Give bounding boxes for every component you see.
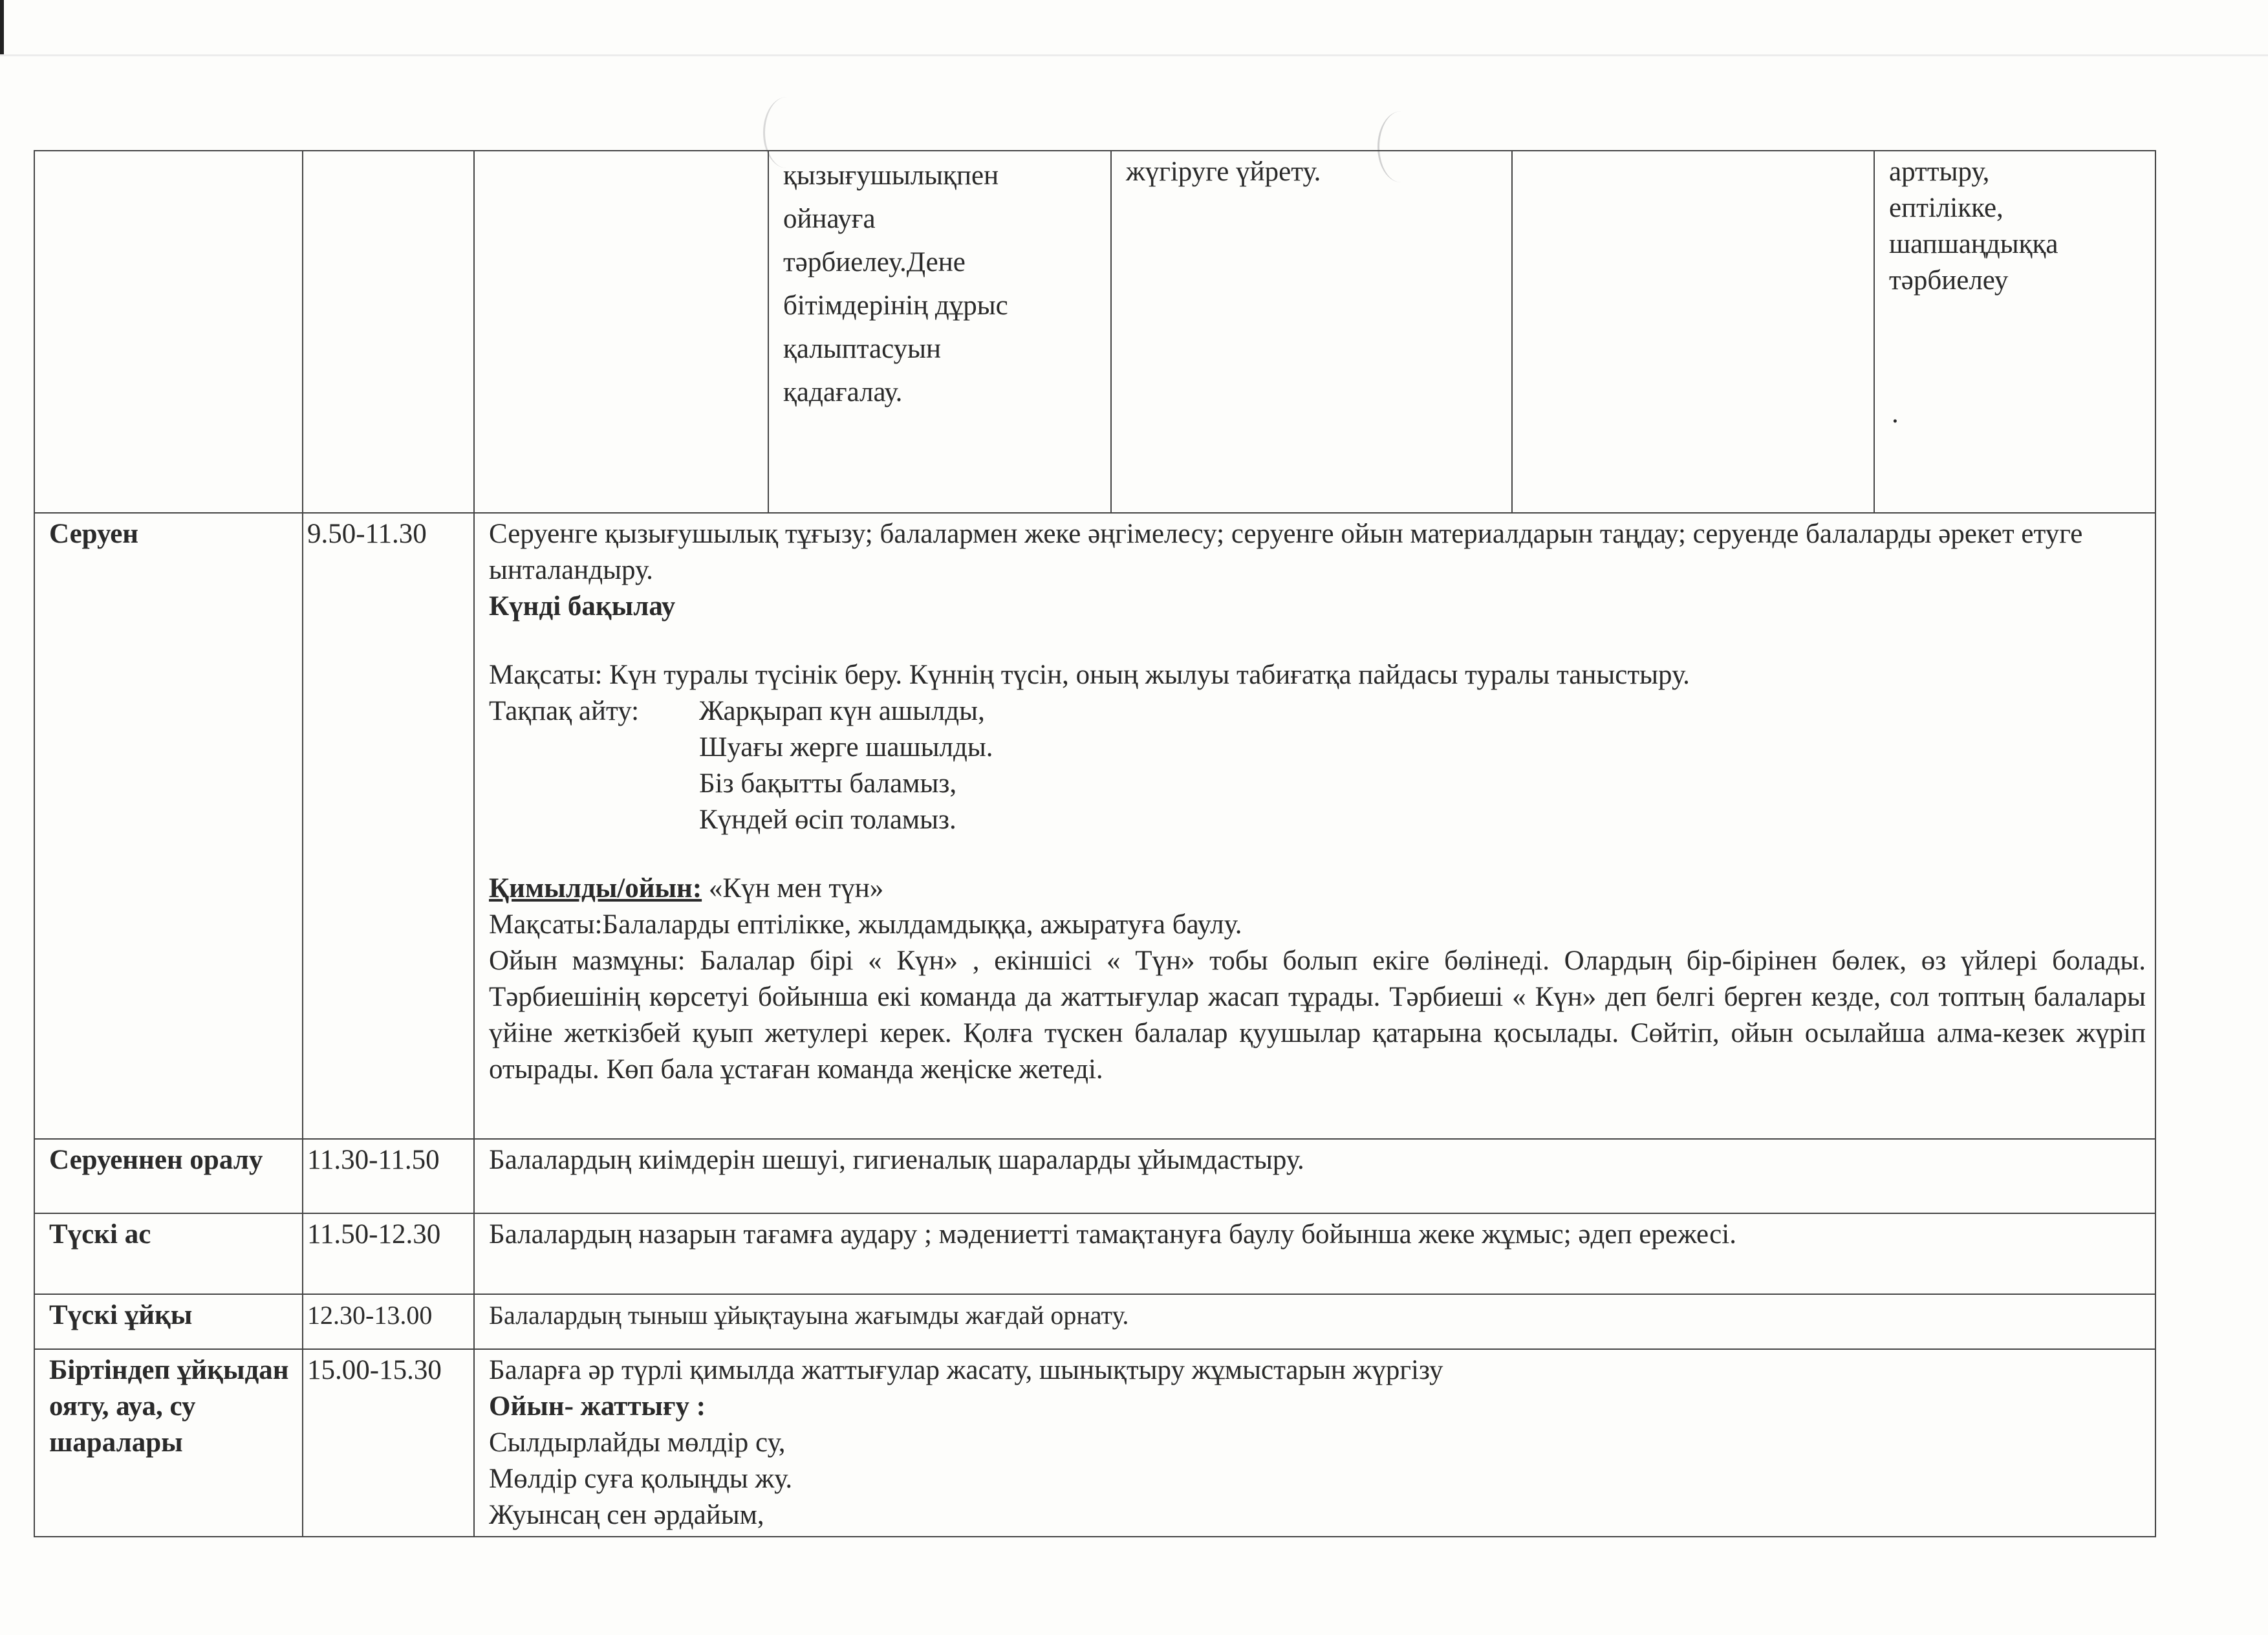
poem-line: Біз бақытты баламыз, (699, 768, 957, 799)
activity-description: Балалардың киімдерін шешуі, гигиеналық шараларды ұйымдастыру. (474, 1139, 2155, 1213)
continuation-cell-col4 (768, 151, 1111, 513)
stray-dot: . (1892, 398, 1899, 429)
wake-game-label: Ойын- жаттығу : (489, 1391, 706, 1422)
text-line: ойнауға (783, 204, 876, 234)
activity-description (474, 513, 2155, 1139)
continuation-cell-col5 (1111, 151, 1512, 513)
empty-cell (34, 151, 303, 513)
poem-first-line (489, 693, 2146, 730)
schedule-table (34, 150, 2156, 1537)
activity-time: 12.30-13.00 (303, 1294, 474, 1349)
wake-intro: Баларға әр түрлі қимылда жаттығулар жасату, шынықтыру жұмыстарын жүргізу (489, 1355, 1443, 1385)
activity-time: 11.30-11.50 (303, 1139, 474, 1213)
text-line: қызығушылықпен (783, 160, 999, 191)
activity-name: Түскі ас (34, 1213, 303, 1294)
activity-name: Түскі ұйқы (34, 1294, 303, 1349)
row-return (34, 1139, 2155, 1213)
text-line: бітімдерінің дұрыс (783, 290, 1008, 321)
text-line: ептілікке, (1889, 193, 2003, 223)
empty-cell (303, 151, 474, 513)
game-aim: Мақсаты:Балаларды ептілікке, жылдамдыққа, ажыратуға баулу. (489, 909, 1242, 940)
row-sleep (34, 1294, 2155, 1349)
poem-line: Шуағы жерге шашылды. (699, 732, 993, 763)
rhyme-line: Сылдырлайды мөлдір су, (489, 1427, 786, 1458)
intro-text: Серуенге қызығушылық тұғызу; балалармен жеке әңгімелесу; серуенге ойын материалдарын таңдау; серуенде балаларды әрекет етуге ынталандыру. (489, 519, 2083, 585)
activity-name: Серуен (34, 513, 303, 1139)
game-label: Қимылды/ойын: (489, 873, 702, 904)
activity-name: Біртіндеп ұйқыдан ояту, ауа, су шаралары (34, 1349, 303, 1537)
continuation-cell-col7 (1874, 151, 2155, 513)
text-line: жүгіруге үйрету. (1126, 157, 1321, 187)
scan-edge-mark (0, 0, 4, 54)
text-line: қалыптасуын (783, 334, 942, 364)
game-content: Ойын мазмұны: Балалар бірі « Күн» , екіншісі « Түн» тобы болып екіге бөлінеді. Олардың бір-бірінен бөлек, өз үйлері болады. Тәрбиешінің көрсетуі бойынша екі команда да жаттығулар жасап тұрады. Тәрбиеші « Күн» деп белгі берген кезде, сол топтың балалары үйіне жеткізбей қуып жетулері керек. Қолға түскен балалар қуушылар қатарына қосылады. Сөйтіп, ойын осылайша алма-кезек жүріп отырады. Көп бала ұстаған команда жеңіске жетеді. (489, 946, 2146, 1085)
continuation-row (34, 151, 2155, 513)
rhyme-line: Жуынсаң сен әрдайым, (489, 1500, 764, 1530)
poem-line: Күндей өсіп толамыз. (699, 805, 956, 835)
activity-time: 9.50-11.30 (303, 513, 474, 1139)
row-seruen (34, 513, 2155, 1139)
aim-text: Мақсаты: Күн туралы түсінік беру. Күннің түсін, оның жылуы табиғатқа пайдасы туралы таныстыру. (489, 660, 1690, 690)
rhyme-line: Мөлдір суға қолыңды жу. (489, 1464, 793, 1494)
activity-description (474, 1349, 2155, 1537)
text-line: тәрбиелеу (1889, 265, 2009, 296)
empty-cell (1512, 151, 1874, 513)
activity-description: Балалардың тыныш ұйықтауына жағымды жағдай орнату. (474, 1294, 2155, 1349)
activity-description: Балалардың назарын тағамға аудару ; мәдениетті тамақтануға баулу бойынша жеке жұмыс; әдеп ережесі. (474, 1213, 2155, 1294)
game-heading (489, 871, 2146, 907)
game-name: «Күн мен түн» (702, 873, 884, 904)
row-wake (34, 1349, 2155, 1537)
observation-title: Күнді бақылау (489, 591, 676, 622)
text-line: қадағалау. (783, 377, 903, 407)
poem-line: Жарқырап күн ашылды, (699, 696, 985, 726)
scan-edge-line (0, 54, 2268, 56)
text-line: шапшаңдыққа (1889, 229, 2058, 259)
poem-label: Тақпақ айту: (489, 696, 640, 726)
row-lunch (34, 1213, 2155, 1294)
text-line: тәрбиелеу.Дене (783, 247, 966, 277)
activity-time: 15.00-15.30 (303, 1349, 474, 1537)
text-line: арттыру, (1889, 157, 1990, 187)
activity-name: Серуеннен оралу (34, 1139, 303, 1213)
empty-cell (474, 151, 768, 513)
activity-time: 11.50-12.30 (303, 1213, 474, 1294)
